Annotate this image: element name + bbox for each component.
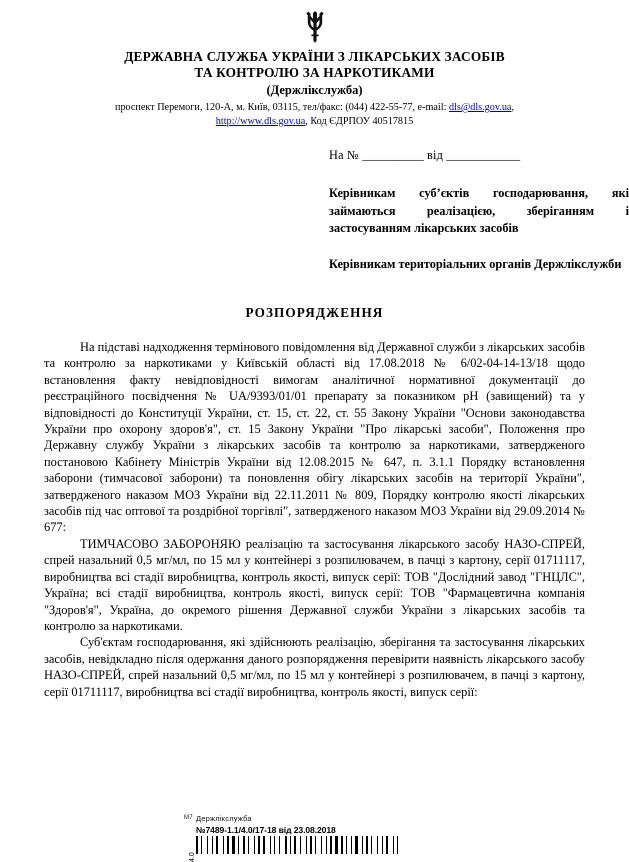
contacts-line-2	[44, 115, 585, 128]
email-link[interactable]: dls@dls.gov.ua	[448, 102, 512, 113]
organization-contacts	[44, 101, 585, 128]
reference-date-label: від	[427, 148, 444, 162]
contacts-address-text: проспект Перемоги, 120-А, м. Київ, 03115, тел/факс: (044) 422-55-77, e-mail:	[115, 102, 449, 113]
stamp-mark: М7	[184, 815, 193, 821]
org-title-line1: ДЕРЖАВНА СЛУЖБА УКРАЇНИ З ЛІКАРСЬКИХ ЗАСОБІВ	[124, 49, 505, 64]
stamp-organization: Держлікслужба	[196, 814, 252, 823]
organization-short-name: (Держлікслужба)	[266, 83, 363, 97]
reference-line	[329, 148, 585, 163]
body-paragraph-1: На підставі надходження термінового повідомлення від Державної служби з лікарських засобів та контролю за наркотиками у Київській області від 17.08.2018 № 6/02-04-14-13/18 щодо встановлення факту невідповідності вимогам аналітичної нормативної документації до реєстраційного посвідчення № UA/9393/01/01 препарату за показником рН (завищений) та у відповідності до Конституції України, ст. 15, ст. 22, ст. 55 Закону України "Основи законодавства України про охорону здоров'я", ст. 15 Закону України "Про лікарські засоби", Положення про Державну службу України з лікарських засобів та контролю за наркотиками, затвердженого постановою Кабінету Міністрів України від 12.08.2015 № 647, п. 3.1.1 Порядку встановлення заборони (тимчасової заборони) та поновлення обігу лікарських засобів на території України", затвердженого наказом МОЗ України від 22.11.2011 № 809, Порядку контролю якості лікарських засобів під час оптової та роздрібної торгівлі", затвердженого наказом МОЗ України від 29.09.2014 № 677:	[44, 340, 585, 535]
organization-title	[44, 49, 585, 81]
document-body	[44, 339, 585, 700]
ukraine-trident-emblem	[300, 10, 330, 44]
emblem-container	[44, 0, 585, 46]
document-footer	[0, 797, 629, 862]
body-paragraph-2: ТИМЧАСОВО ЗАБОРОНЯЮ реалізацію та застосування лікарського засобу НАЗО-СПРЕЙ, спрей назальний 0,5 мг/мл, по 15 мл у контейнері з розпилювачем, в пачці з картону, серії 01711117, виробництва всі стадії виробництва, контроль якості, випуск серії: ТОВ "Дослідний завод "ГНЦЛС", Україна; всі стадії виробництва, контроль якості, випуск серії: ТОВ "Фармацевтична компанія "Здоров'я", Україна, до окремого рішення Державної служби України з лікарських засобів та контролю за наркотиками.	[44, 536, 585, 633]
contacts-comma: ,	[511, 102, 514, 113]
contacts-line-1	[44, 101, 585, 114]
addressee-block-1: Керівникам суб’єктів господарювання, які займаються реалізацією, зберіганням і застосуванням лікарських засобів	[329, 186, 629, 235]
document-title: РОЗПОРЯДЖЕННЯ	[245, 305, 384, 320]
addressee-block-2: Керівникам територіальних органів Держлікслужби	[329, 256, 622, 271]
registration-stamp	[184, 814, 252, 823]
body-paragraph-3: Суб'єктам господарювання, які здійснюють реалізацію, зберігання та застосування лікарських засобів, невідкладно після одержання даного розпорядження перевірити наявність лікарського засобу НАЗО-СПРЕЙ, спрей назальний 0,5 мг/мл, по 15 мл у контейнері з розпилювачем, в пачці з картону, серії 01711117, виробництва всі стадії виробництва, контроль якості, випуск серії:	[44, 635, 585, 699]
barcode	[196, 836, 412, 854]
contacts-edrpou: , Код ЄДРПОУ 40517815	[305, 116, 414, 127]
org-title-line2: ТА КОНТРОЛЮ ЗА НАРКОТИКАМИ	[194, 65, 435, 80]
reference-number-label: На №	[329, 148, 359, 162]
website-link[interactable]: http://www.dls.gov.ua	[215, 116, 306, 127]
reference-date-blank: ____________	[446, 148, 521, 162]
rotated-page-number: 4.0	[189, 852, 196, 862]
reference-number-blank: __________	[362, 148, 424, 162]
registration-id: №7489-1.1/4.0/17-18 від 23.08.2018	[196, 825, 336, 835]
